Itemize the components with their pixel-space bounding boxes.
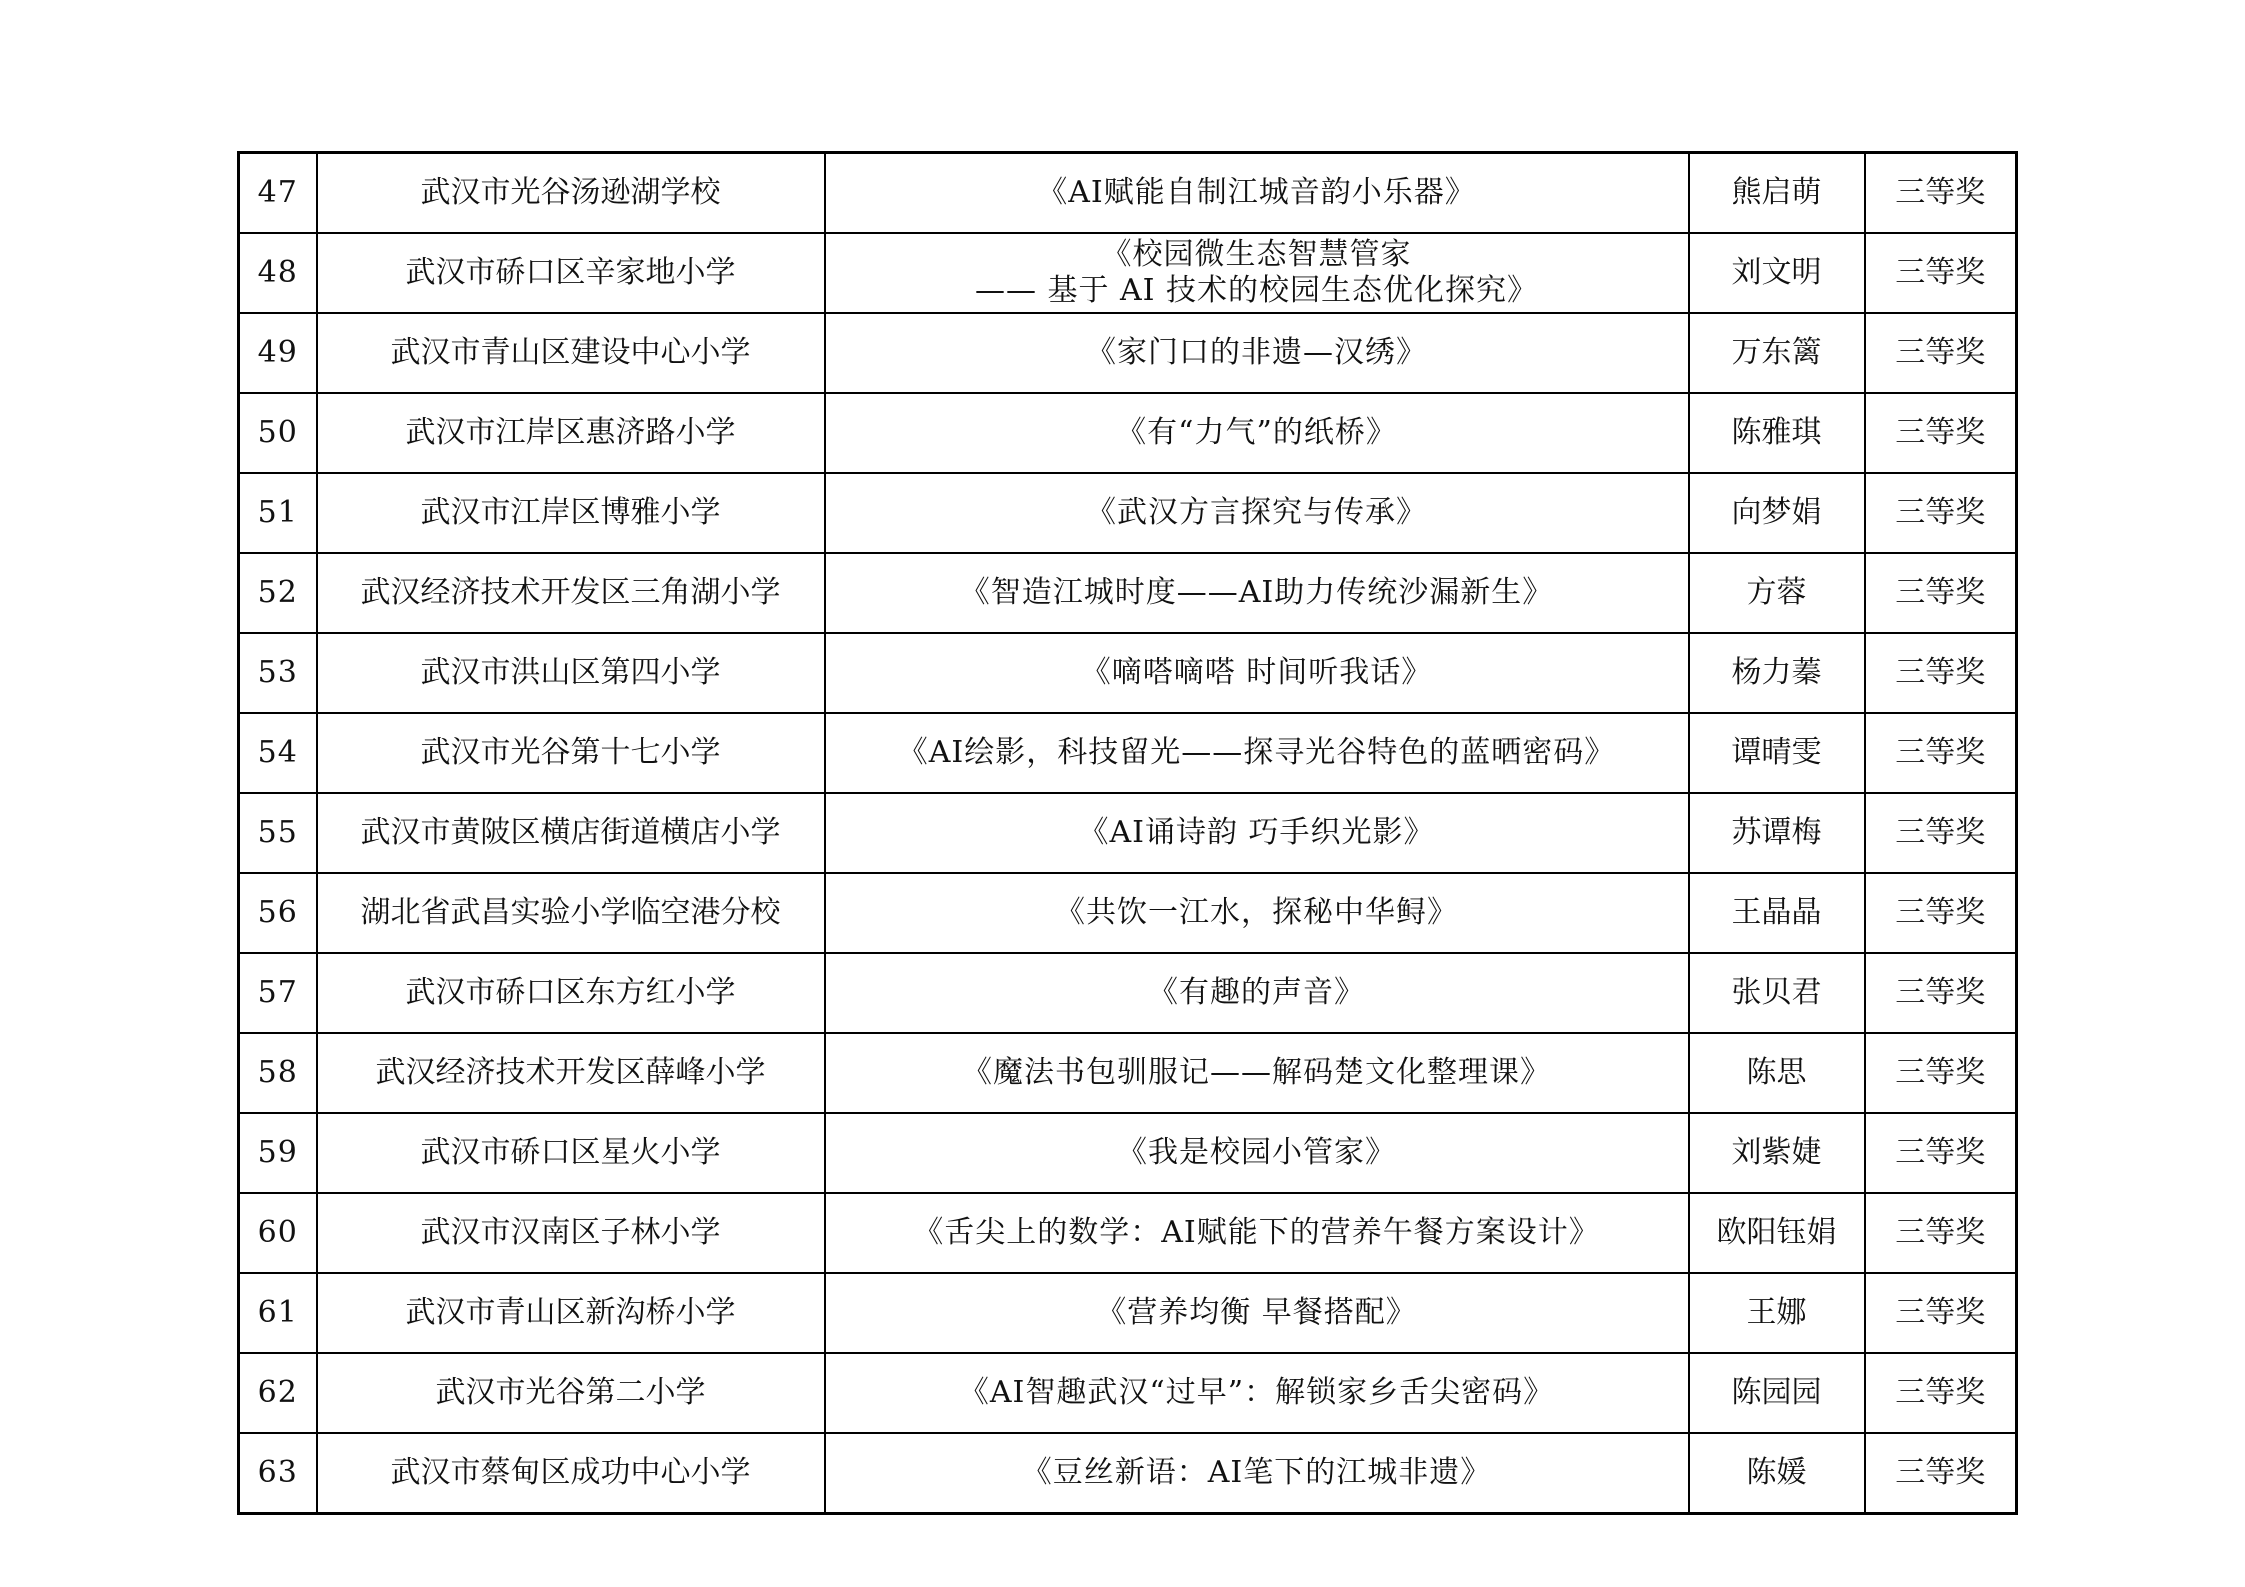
row-number: 55 — [239, 793, 317, 873]
award-level: 三等奖 — [1865, 873, 2017, 953]
teacher-name: 欧阳钰娟 — [1689, 1193, 1865, 1273]
teacher-name: 张贝君 — [1689, 953, 1865, 1033]
project-title-line: 《有趣的声音》 — [1148, 975, 1365, 1010]
project-title — [825, 1273, 1689, 1353]
award-level: 三等奖 — [1865, 1353, 2017, 1433]
project-title-line: 《家门口的非遗—汉绣》 — [1086, 335, 1427, 370]
table-row — [239, 713, 2017, 793]
project-title-line: 《舌尖上的数学：AI赋能下的营养午餐方案设计》 — [913, 1215, 1600, 1250]
project-title-line: 《我是校园小管家》 — [1117, 1135, 1396, 1170]
row-number: 63 — [239, 1433, 317, 1514]
project-title-line: 《校园微生态智慧管家 — [1101, 237, 1412, 272]
table-row — [239, 633, 2017, 713]
row-number: 49 — [239, 313, 317, 393]
row-number: 54 — [239, 713, 317, 793]
school-name: 武汉市青山区建设中心小学 — [317, 313, 825, 393]
school-name: 武汉经济技术开发区薛峰小学 — [317, 1033, 825, 1113]
project-title-line: 《AI绘影，科技留光——探寻光谷特色的蓝晒密码》 — [897, 735, 1616, 770]
school-name: 武汉市江岸区博雅小学 — [317, 473, 825, 553]
project-title — [825, 793, 1689, 873]
project-title — [825, 153, 1689, 234]
school-name: 武汉市青山区新沟桥小学 — [317, 1273, 825, 1353]
award-level: 三等奖 — [1865, 473, 2017, 553]
award-level: 三等奖 — [1865, 1433, 2017, 1514]
teacher-name: 陈园园 — [1689, 1353, 1865, 1433]
school-name: 武汉市硚口区星火小学 — [317, 1113, 825, 1193]
table-row — [239, 953, 2017, 1033]
award-level: 三等奖 — [1865, 793, 2017, 873]
project-title-line: 《AI赋能自制江城音韵小乐器》 — [1037, 175, 1476, 210]
school-name: 武汉市硚口区辛家地小学 — [317, 233, 825, 313]
teacher-name: 熊启萌 — [1689, 153, 1865, 234]
teacher-name: 方蓉 — [1689, 553, 1865, 633]
project-title-line: —— 基于 AI 技术的校园生态优化探究》 — [974, 273, 1539, 308]
project-title — [825, 473, 1689, 553]
teacher-name: 刘文明 — [1689, 233, 1865, 313]
project-title-line: 《豆丝新语：AI笔下的江城非遗》 — [1021, 1455, 1492, 1490]
row-number: 47 — [239, 153, 317, 234]
project-title — [825, 1033, 1689, 1113]
row-number: 52 — [239, 553, 317, 633]
table-row — [239, 313, 2017, 393]
teacher-name: 刘紫婕 — [1689, 1113, 1865, 1193]
school-name: 武汉市硚口区东方红小学 — [317, 953, 825, 1033]
teacher-name: 向梦娟 — [1689, 473, 1865, 553]
award-level: 三等奖 — [1865, 1273, 2017, 1353]
project-title-line: 《营养均衡 早餐搭配》 — [1096, 1295, 1417, 1330]
teacher-name: 万东篱 — [1689, 313, 1865, 393]
award-level: 三等奖 — [1865, 1033, 2017, 1113]
table-row — [239, 793, 2017, 873]
table-row — [239, 1113, 2017, 1193]
row-number: 53 — [239, 633, 317, 713]
row-number: 57 — [239, 953, 317, 1033]
table-row — [239, 1433, 2017, 1514]
project-title-line: 《AI诵诗韵 巧手织光影》 — [1078, 815, 1435, 850]
award-level: 三等奖 — [1865, 313, 2017, 393]
table-row — [239, 1033, 2017, 1113]
row-number: 58 — [239, 1033, 317, 1113]
award-level: 三等奖 — [1865, 1113, 2017, 1193]
award-level: 三等奖 — [1865, 553, 2017, 633]
table-row — [239, 153, 2017, 234]
award-level: 三等奖 — [1865, 393, 2017, 473]
project-title — [825, 1193, 1689, 1273]
project-title-line: 《有“力气”的纸桥》 — [1116, 415, 1397, 450]
teacher-name: 陈媛 — [1689, 1433, 1865, 1514]
table-row — [239, 1353, 2017, 1433]
project-title — [825, 1353, 1689, 1433]
row-number: 61 — [239, 1273, 317, 1353]
table-row — [239, 233, 2017, 313]
project-title-line: 《嘀嗒嘀嗒 时间听我话》 — [1080, 655, 1433, 690]
project-title-line: 《共饮一江水，探秘中华鲟》 — [1055, 895, 1458, 930]
table-row — [239, 393, 2017, 473]
project-title — [825, 713, 1689, 793]
award-level: 三等奖 — [1865, 153, 2017, 234]
row-number: 62 — [239, 1353, 317, 1433]
award-list-table — [237, 151, 2018, 1515]
project-title — [825, 873, 1689, 953]
project-title-line: 《魔法书包驯服记——解码楚文化整理课》 — [962, 1055, 1551, 1090]
table-row — [239, 873, 2017, 953]
award-list-body — [239, 153, 2017, 1514]
school-name: 武汉市洪山区第四小学 — [317, 633, 825, 713]
award-level: 三等奖 — [1865, 953, 2017, 1033]
project-title — [825, 1113, 1689, 1193]
teacher-name: 陈雅琪 — [1689, 393, 1865, 473]
school-name: 武汉市黄陂区横店街道横店小学 — [317, 793, 825, 873]
table-row — [239, 1273, 2017, 1353]
project-title — [825, 953, 1689, 1033]
school-name: 武汉市光谷第十七小学 — [317, 713, 825, 793]
project-title — [825, 393, 1689, 473]
project-title-line: 《AI智趣武汉“过早”：解锁家乡舌尖密码》 — [958, 1375, 1555, 1410]
project-title-line: 《武汉方言探究与传承》 — [1086, 495, 1427, 530]
project-title — [825, 553, 1689, 633]
table-row — [239, 553, 2017, 633]
award-level: 三等奖 — [1865, 633, 2017, 713]
school-name: 武汉市汉南区子林小学 — [317, 1193, 825, 1273]
project-title — [825, 1433, 1689, 1514]
table-row — [239, 1193, 2017, 1273]
school-name: 武汉经济技术开发区三角湖小学 — [317, 553, 825, 633]
row-number: 56 — [239, 873, 317, 953]
project-title-line: 《智造江城时度——AI助力传统沙漏新生》 — [959, 575, 1554, 610]
row-number: 60 — [239, 1193, 317, 1273]
school-name: 武汉市光谷汤逊湖学校 — [317, 153, 825, 234]
table-row — [239, 473, 2017, 553]
teacher-name: 谭晴雯 — [1689, 713, 1865, 793]
school-name: 武汉市蔡甸区成功中心小学 — [317, 1433, 825, 1514]
teacher-name: 王晶晶 — [1689, 873, 1865, 953]
teacher-name: 苏谭梅 — [1689, 793, 1865, 873]
award-level: 三等奖 — [1865, 1193, 2017, 1273]
teacher-name: 王娜 — [1689, 1273, 1865, 1353]
row-number: 48 — [239, 233, 317, 313]
teacher-name: 杨力蓁 — [1689, 633, 1865, 713]
award-level: 三等奖 — [1865, 233, 2017, 313]
row-number: 50 — [239, 393, 317, 473]
school-name: 湖北省武昌实验小学临空港分校 — [317, 873, 825, 953]
project-title — [825, 633, 1689, 713]
project-title — [825, 313, 1689, 393]
school-name: 武汉市光谷第二小学 — [317, 1353, 825, 1433]
row-number: 51 — [239, 473, 317, 553]
teacher-name: 陈思 — [1689, 1033, 1865, 1113]
award-level: 三等奖 — [1865, 713, 2017, 793]
school-name: 武汉市江岸区惠济路小学 — [317, 393, 825, 473]
row-number: 59 — [239, 1113, 317, 1193]
project-title — [825, 233, 1689, 313]
